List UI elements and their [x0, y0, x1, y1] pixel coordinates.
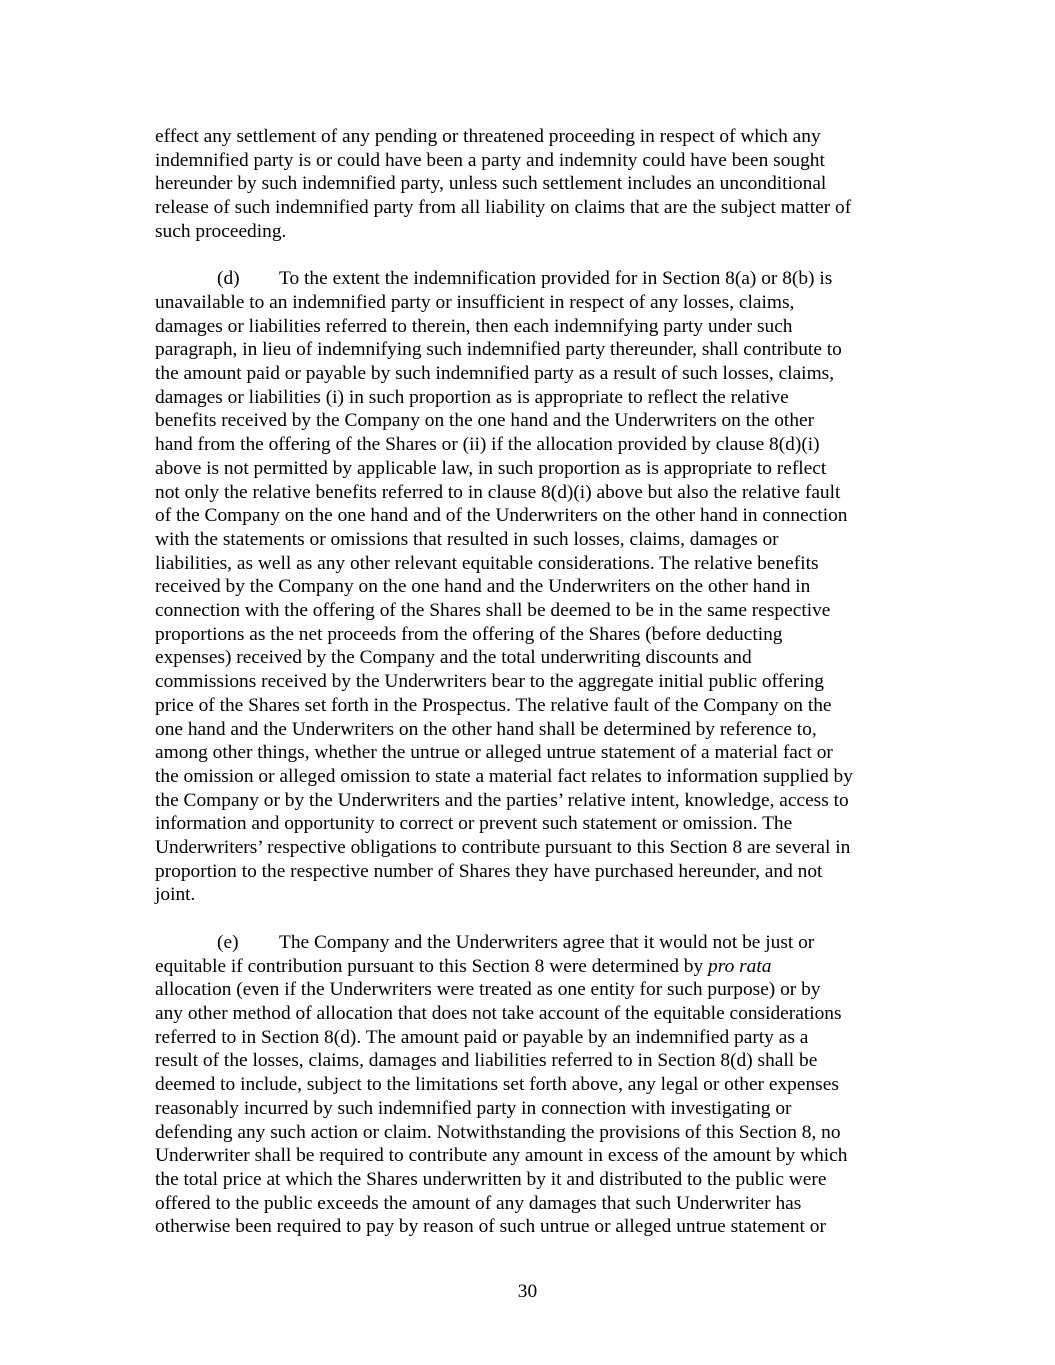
text-line: referred to in Section 8(d). The amount paid or payable by an indemnified party as a	[155, 1026, 809, 1048]
text-line: liabilities, as well as any other relevant equitable considerations. The relative benefits	[155, 552, 819, 574]
page-number: 30	[517, 1281, 538, 1302]
text-line: benefits received by the Company on the one hand and the Underwriters on the other	[155, 410, 815, 432]
text-line: one hand and the Underwriters on the other hand shall be determined by reference to,	[155, 718, 817, 740]
paragraph-d	[155, 267, 900, 907]
text-line: deemed to include, subject to the limitations set forth above, any legal or other expenses	[155, 1074, 839, 1096]
text-line: with the statements or omissions that resulted in such losses, claims, damages or	[155, 528, 779, 550]
text-line: proportion to the respective number of Shares they have purchased hereunder, and not	[155, 860, 823, 882]
text-line	[155, 931, 900, 955]
text-line: joint.	[155, 884, 196, 906]
text-line: otherwise been required to pay by reason of such untrue or alleged untrue statement or	[155, 1216, 826, 1238]
text-line: hand from the offering of the Shares or (ii) if the allocation provided by clause 8(d)(i)	[155, 434, 820, 456]
text-line: information and opportunity to correct or prevent such statement or omission. The	[155, 813, 793, 835]
paragraph-marker: (d)	[217, 268, 240, 290]
text-line: the amount paid or payable by such indemnified party as a result of such losses, claims,	[155, 363, 835, 385]
text-line: of the Company on the one hand and of the Underwriters on the other hand in connection	[155, 505, 848, 527]
text-line: damages or liabilities (i) in such proportion as is appropriate to reflect the relative	[155, 386, 789, 408]
text-line: among other things, whether the untrue or alleged untrue statement of a material fact or	[155, 742, 833, 764]
text-line: Underwriters’ respective obligations to contribute pursuant to this Section 8 are several in	[155, 837, 851, 859]
text-line: above is not permitted by applicable law, in such proportion as is appropriate to reflect	[155, 457, 827, 479]
text-line: effect any settlement of any pending or threatened proceeding in respect of which any	[155, 126, 821, 147]
text-line: received by the Company on the one hand and the Underwriters on the other hand in	[155, 576, 811, 598]
text-line	[155, 267, 900, 291]
text-line	[155, 955, 900, 979]
text-line: not only the relative benefits referred to in clause 8(d)(i) above but also the relative fault	[155, 481, 841, 503]
text-line: price of the Shares set forth in the Prospectus. The relative fault of the Company on the	[155, 694, 832, 716]
text-line: such proceeding.	[155, 220, 287, 242]
text-line: reasonably incurred by such indemnified party in connection with investigating or	[155, 1097, 792, 1119]
text-line: expenses) received by the Company and the total underwriting discounts and	[155, 647, 752, 669]
text-line: unavailable to an indemnified party or insufficient in respect of any losses, claims,	[155, 291, 795, 313]
text-line: the omission or alleged omission to state a material fact relates to information supplied by	[155, 765, 853, 787]
text-line: defending any such action or claim. Notwithstanding the provisions of this Section 8, no	[155, 1121, 841, 1143]
text-line: proportions as the net proceeds from the offering of the Shares (before deducting	[155, 623, 783, 645]
text-line: paragraph, in lieu of indemnifying such indemnified party thereunder, shall contribute to	[155, 339, 842, 361]
text-line: the total price at which the Shares underwritten by it and distributed to the public were	[155, 1168, 827, 1190]
paragraph-continuation	[155, 125, 900, 244]
text-line: damages or liabilities referred to therein, then each indemnifying party under such	[155, 315, 793, 337]
text-line: connection with the offering of the Shares shall be deemed to be in the same respective	[155, 600, 831, 622]
text-line: result of the losses, claims, damages and liabilities referred to in Section 8(d) shall be	[155, 1050, 818, 1072]
text-line: the Company or by the Underwriters and the parties’ relative intent, knowledge, access to	[155, 789, 849, 811]
paragraph-e	[155, 931, 900, 1239]
text-line: commissions received by the Underwriters bear to the aggregate initial public offering	[155, 671, 824, 693]
text-line: allocation (even if the Underwriters were treated as one entity for such purpose) or by	[155, 979, 821, 1001]
line-text: The Company and the Underwriters agree that it would not be just or	[279, 931, 815, 953]
text-line: offered to the public exceeds the amount of any damages that such Underwriter has	[155, 1192, 802, 1214]
text-line: Underwriter shall be required to contribute any amount in excess of the amount by which	[155, 1145, 848, 1167]
text-line: release of such indemnified party from all liability on claims that are the subject matter of	[155, 197, 852, 219]
document-body	[155, 125, 900, 1263]
line-text: To the extent the indemnification provided for in Section 8(a) or 8(b) is	[279, 268, 833, 290]
paragraph-marker: (e)	[217, 931, 239, 953]
line-text: equitable if contribution pursuant to this Section 8 were determined by	[155, 955, 709, 977]
italic-phrase: pro rata	[708, 955, 772, 977]
text-line: indemnified party is or could have been a party and indemnity could have been sought	[155, 149, 825, 171]
text-line: hereunder by such indemnified party, unless such settlement includes an unconditional	[155, 173, 827, 195]
text-line: any other method of allocation that does not take account of the equitable considerations	[155, 1002, 842, 1024]
